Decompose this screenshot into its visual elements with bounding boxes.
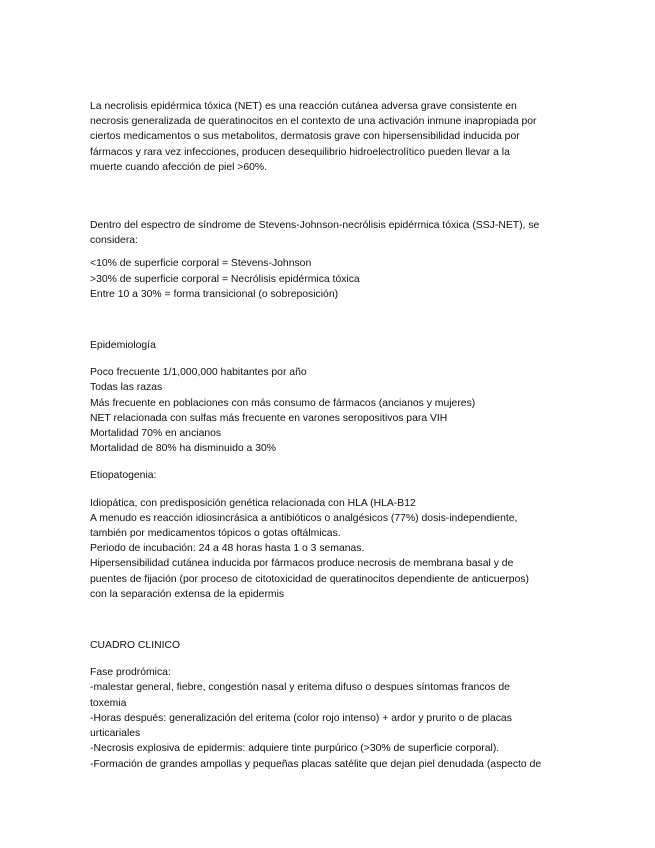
intro-paragraph (90, 99, 566, 175)
cuadro-clinico-heading: CUADRO CLINICO (90, 640, 181, 652)
list-item: Más frecuente en poblaciones con más consumo de fármacos (ancianos y mujeres) (90, 397, 476, 409)
text-line: puentes de fijación (por proceso de citotoxicidad de queratinocitos dependiente de anticuerpos) (90, 573, 530, 585)
list-item-continuation: toxemia (90, 697, 127, 709)
list-item-continuation: urticariales (90, 728, 141, 740)
list-item: Entre 10 a 30% = forma transicional (o sobreposición) (90, 288, 339, 300)
text-line: Hipersensibilidad cutánea inducida por fármacos produce necrosis de membrana basal y de (90, 558, 514, 570)
list-item: -Necrosis explosiva de epidermis: adquiere tinte purpúrico (>30% de superficie corporal). (90, 743, 500, 755)
document-page (90, 99, 566, 772)
text-line: ciertos medicamentos o sus metabolitos, dermatosis grave con hipersensibilidad inducida por (90, 131, 520, 143)
text-line: considera: (90, 235, 138, 247)
text-line: Idiopática, con predisposición genética relacionada con HLA (HLA-B12 (90, 497, 416, 509)
epidemiologia-list (90, 365, 566, 456)
list-item: <10% de superficie corporal = Stevens-Johnson (90, 258, 312, 270)
epidemiologia-heading: Epidemiología (90, 340, 156, 352)
spectrum-list (90, 256, 566, 302)
list-item: -Horas después: generalización del eritema (color rojo intenso) + ardor y prurito o de placas (90, 712, 512, 724)
etiopatogenia-heading: Etiopatogenia: (90, 470, 157, 482)
text-line: La necrolisis epidérmica tóxica (NET) es una reacción cutánea adversa grave consistente en (90, 101, 517, 112)
list-item: Mortalidad de 80% ha disminuido a 30% (90, 443, 276, 455)
text-line: Periodo de incubación: 24 a 48 horas hasta 1 o 3 semanas. (90, 543, 365, 555)
spectrum-paragraph (90, 218, 566, 248)
etiopatogenia-text (90, 496, 566, 602)
list-item: NET relacionada con sulfas más frecuente en varones seropositivos para VIH (90, 412, 448, 424)
list-item: Poco frecuente 1/1,000,000 habitantes por año (90, 367, 307, 379)
text-line: con la separación extensa de la epidermis (90, 588, 285, 600)
text-line: fármacos y rara vez infecciones, producen desequilibrio hidroelectrolítico pueden llevar a la (90, 146, 510, 158)
cuadro-clinico-subheading: Fase prodrómica: (90, 667, 171, 679)
list-item: Todas las razas (90, 382, 163, 394)
text-line: muerte cuando afección de piel >60%. (90, 161, 268, 173)
list-item: >30% de superficie corporal = Necrólisis epidérmica tóxica (90, 273, 360, 285)
cuadro-clinico-list (90, 680, 566, 771)
list-item: -malestar general, fiebre, congestión nasal y eritema difuso o despues síntomas francos de (90, 682, 510, 694)
text-line: necrosis generalizada de queratinocitos en el contexto de una activación inmune inapropiada por (90, 116, 537, 128)
list-item: -Formación de grandes ampollas y pequeñas placas satélite que dejan piel denudada (aspecto de (90, 758, 542, 770)
list-item: Mortalidad 70% en ancianos (90, 428, 222, 440)
text-line: Dentro del espectro de síndrome de Stevens-Johnson-necrólisis epidérmica tóxica (SSJ-NET), se (90, 220, 540, 232)
text-line: también por medicamentos tópicos o gotas oftálmicas. (90, 528, 341, 540)
text-line: A menudo es reacción idiosincrásica a antibióticos o analgésicos (77%) dosis-independiente, (90, 512, 518, 524)
